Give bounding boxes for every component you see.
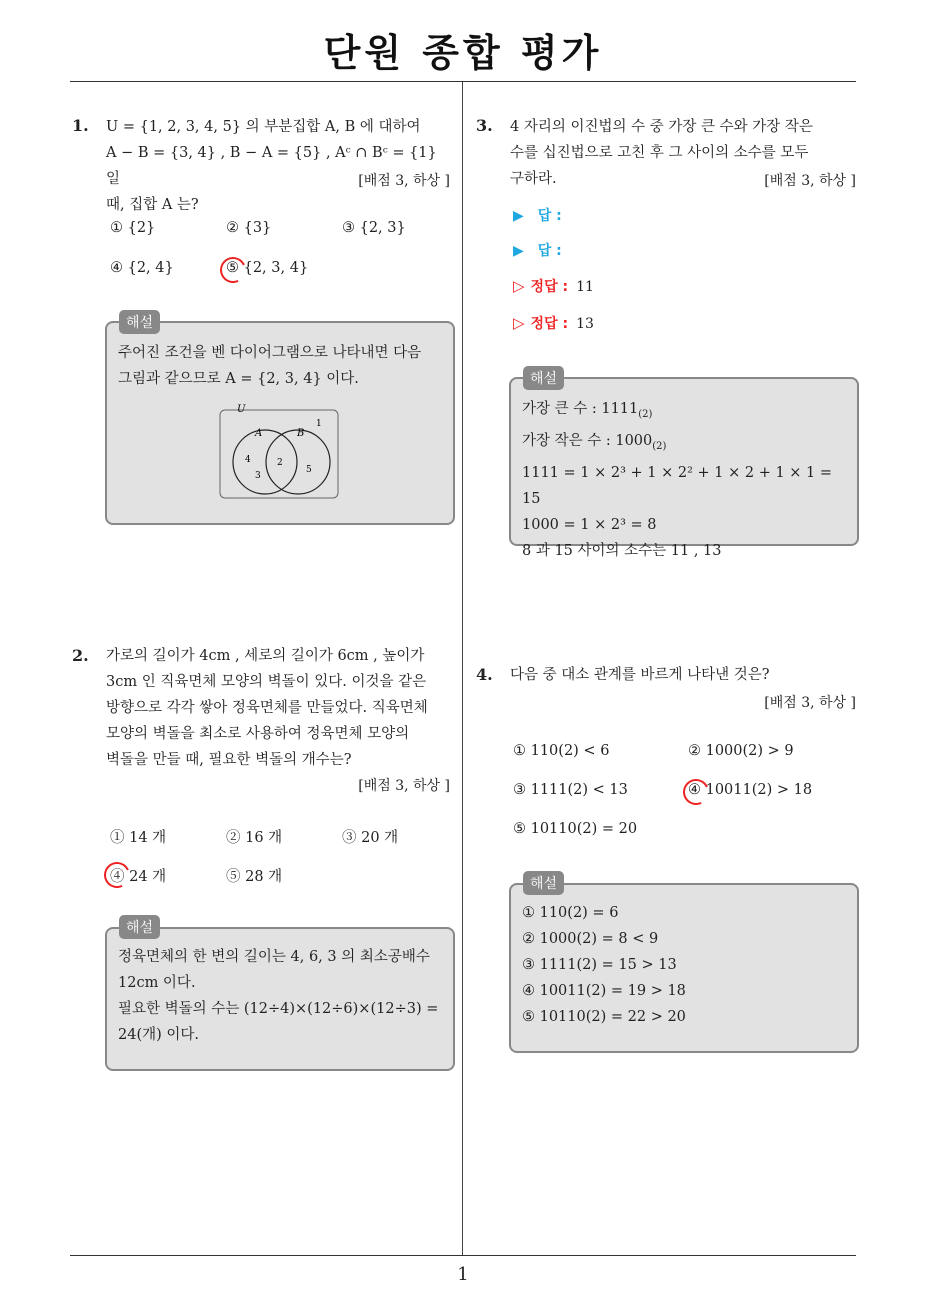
explanation-line: ③ 1111(2) = 15 > 13 xyxy=(522,957,677,973)
answer-label: 답 : xyxy=(537,208,562,224)
triangle-outline-icon: ▷ xyxy=(513,314,525,332)
footer-rule xyxy=(70,1255,856,1256)
score-label: [배점 3, 하상 ] xyxy=(764,695,856,711)
question-text-line: 방향으로 각각 쌓아 정육면체를 만들었다. 직육면체 xyxy=(106,700,428,716)
correct-answer-2 xyxy=(513,313,594,333)
option-4[interactable]: ④ 10011(2) > 18 xyxy=(688,782,813,798)
explanation-line: 1000 = 1 × 2³ = 8 xyxy=(522,516,657,533)
answer-line-1 xyxy=(513,205,562,225)
explanation-line: 그림과 같으므로 A = {2, 3, 4} 이다. xyxy=(118,371,359,387)
page-number: 1 xyxy=(457,1264,469,1285)
explanation-line: 가장 작은 수 : $1000_{(2)}$ xyxy=(522,432,667,452)
option-5[interactable]: ⑤ 28 개 xyxy=(226,869,283,885)
explanation-line: 1111 = 1 × 2³ + 1 × 2² + 1 × 2 + 1 × 1 = 15 xyxy=(522,464,833,507)
question-text-line: 가로의 길이가 4cm , 세로의 길이가 6cm , 높이가 xyxy=(106,648,425,664)
page-title: 단원 종합 평가 xyxy=(323,31,603,75)
correct-label: 정답 : xyxy=(530,316,569,332)
question-number: 3. xyxy=(476,116,493,135)
venn-value: 2 xyxy=(277,458,283,468)
answer-label: 답 : xyxy=(537,243,562,259)
venn-value: 1 xyxy=(316,419,322,429)
option-2[interactable]: ② 1000(2) > 9 xyxy=(688,743,794,759)
question-text-line: A − B = {3, 4} , B − A = {5} , Aᶜ ∩ Bᶜ = {1} 일 xyxy=(106,145,437,187)
explanation-line: 24(개) 이다. xyxy=(118,1027,200,1043)
answer-line-2 xyxy=(513,240,562,260)
answer-mark-circle xyxy=(679,775,712,808)
question-number: 2. xyxy=(72,646,89,665)
option-2[interactable]: ② 16 개 xyxy=(226,830,283,846)
triangle-outline-icon: ▷ xyxy=(513,277,525,295)
explanation-line: ① 110(2) = 6 xyxy=(522,905,619,921)
play-arrow-icon: ▶ xyxy=(513,243,524,259)
option-2[interactable]: ② {3} xyxy=(226,220,272,236)
question-text-line: 구하라. xyxy=(510,171,557,187)
explanation-line: 필요한 벽돌의 수는 (12÷4)×(12÷6)×(12÷3) = xyxy=(118,1001,439,1017)
option-3[interactable]: ③ 20 개 xyxy=(342,830,399,846)
option-3[interactable]: ③ 1111(2) < 13 xyxy=(513,782,628,798)
question-number: 4. xyxy=(476,665,493,684)
question-text-line: 다음 중 대소 관계를 바르게 나타낸 것은? xyxy=(510,667,770,683)
explanation-line: 12cm 이다. xyxy=(118,975,196,991)
venn-value: 5 xyxy=(306,465,312,475)
question-text-line: U = {1, 2, 3, 4, 5} 의 부분집합 A, B 에 대하여 xyxy=(106,119,421,135)
explanation-tag: 해설 xyxy=(119,310,160,334)
question-text-line: 4 자리의 이진법의 수 중 가장 큰 수와 가장 작은 xyxy=(510,119,813,135)
venn-value: 3 xyxy=(255,471,261,481)
score-label: [배점 3, 하상 ] xyxy=(358,778,450,794)
explanation-line: ② 1000(2) = 8 < 9 xyxy=(522,931,659,947)
option-4[interactable]: ④ 24 개 xyxy=(110,869,167,885)
venn-diagram xyxy=(218,400,342,502)
option-1[interactable]: ① 110(2) < 6 xyxy=(513,743,610,759)
option-1[interactable]: ① 14 개 xyxy=(110,830,167,846)
option-1[interactable]: ① {2} xyxy=(110,220,156,236)
explanation-line: ⑤ 10110(2) = 22 > 20 xyxy=(522,1009,686,1025)
question-text-line: 때, 집합 A 는? xyxy=(106,197,199,213)
correct-value: 13 xyxy=(576,316,594,332)
option-4[interactable]: ④ {2, 4} xyxy=(110,260,174,276)
score-label: [배점 3, 하상 ] xyxy=(358,173,450,189)
answer-mark-circle xyxy=(216,253,249,286)
venn-label-a: A xyxy=(255,428,263,439)
explanation-tag: 해설 xyxy=(119,915,160,939)
explanation-tag: 해설 xyxy=(523,366,564,390)
question-text-line: 모양의 벽돌을 최소로 사용하여 정육면체 모양의 xyxy=(106,726,410,742)
answer-mark-circle xyxy=(100,858,133,891)
venn-label-b: B xyxy=(297,428,305,439)
header-rule xyxy=(70,81,856,82)
question-text-line: 벽돌을 만들 때, 필요한 벽돌의 개수는? xyxy=(106,752,352,768)
explanation-line: 가장 큰 수 : $1111_{(2)}$ xyxy=(522,401,653,420)
column-divider xyxy=(462,82,463,1255)
explanation-line: 주어진 조건을 벤 다이어그램으로 나타내면 다음 xyxy=(118,345,422,361)
option-3[interactable]: ③ {2, 3} xyxy=(342,220,406,236)
question-number: 1. xyxy=(72,116,89,135)
explanation-line: 8 과 15 사이의 소수는 11 , 13 xyxy=(522,542,722,559)
explanation-tag: 해설 xyxy=(523,871,564,895)
question-text-line: 3cm 인 직육면체 모양의 벽돌이 있다. 이것을 같은 xyxy=(106,674,427,690)
option-5[interactable]: ⑤ {2, 3, 4} xyxy=(226,260,309,276)
correct-label: 정답 : xyxy=(530,279,569,295)
correct-value: 11 xyxy=(576,279,594,295)
venn-value: 4 xyxy=(245,455,251,465)
option-5[interactable]: ⑤ 10110(2) = 20 xyxy=(513,821,638,837)
venn-label-u: U xyxy=(237,404,246,415)
question-text-line: 수를 십진법으로 고친 후 그 사이의 소수를 모두 xyxy=(510,145,809,161)
correct-answer-1 xyxy=(513,276,594,296)
explanation-line: ④ 10011(2) = 19 > 18 xyxy=(522,983,686,999)
play-arrow-icon: ▶ xyxy=(513,208,524,224)
score-label: [배점 3, 하상 ] xyxy=(764,173,856,189)
explanation-line: 정육면체의 한 변의 길이는 4, 6, 3 의 최소공배수 xyxy=(118,949,430,965)
